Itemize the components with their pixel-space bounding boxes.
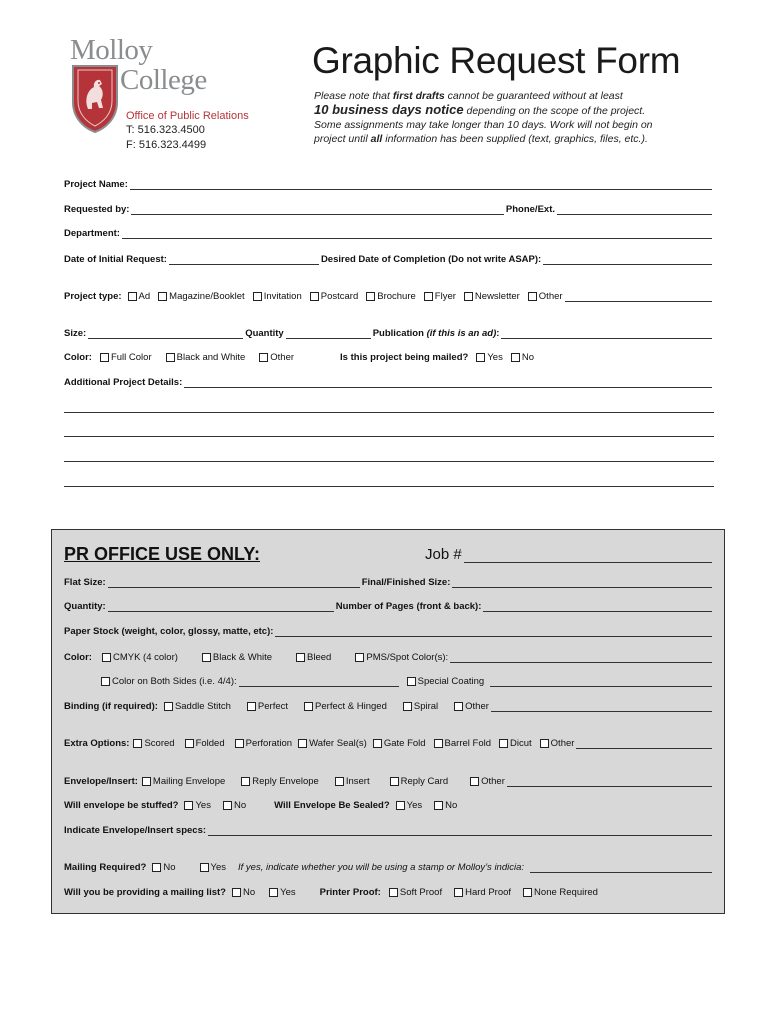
- option-label: Black and White: [176, 352, 246, 363]
- option-label: Ad: [138, 291, 151, 302]
- paper-stock-field[interactable]: [275, 626, 712, 637]
- checkbox-icon[interactable]: [101, 677, 110, 686]
- checkbox-icon[interactable]: [403, 702, 412, 711]
- extra-options-row: [64, 735, 714, 749]
- stuffed-yes-option[interactable]: [184, 800, 211, 811]
- form-title: Graphic Request Form: [312, 40, 681, 81]
- color-full-option[interactable]: [100, 352, 152, 363]
- checkbox-icon[interactable]: [235, 739, 244, 748]
- option-label: Full Color: [110, 352, 152, 363]
- project-type-newsletter-option[interactable]: [464, 291, 520, 302]
- checkbox-icon[interactable]: [355, 653, 364, 662]
- checkbox-icon[interactable]: [373, 739, 382, 748]
- checkbox-icon[interactable]: [142, 777, 151, 786]
- option-label: Yes: [487, 352, 503, 363]
- option-label: Special Coating: [417, 676, 485, 687]
- option-label: Reply Card: [400, 776, 449, 787]
- project-type-flyer-option[interactable]: [424, 291, 456, 302]
- checkbox-icon[interactable]: [523, 888, 532, 897]
- reply-card-option[interactable]: [390, 776, 449, 787]
- both-sides-option[interactable]: [101, 676, 237, 687]
- office-name: Office of Public Relations: [126, 110, 249, 122]
- quantity-field[interactable]: [286, 328, 371, 339]
- option-label: No: [242, 887, 256, 898]
- checkbox-icon[interactable]: [200, 863, 209, 872]
- size-label: Size:: [64, 328, 87, 339]
- checkbox-icon[interactable]: [164, 702, 173, 711]
- checkbox-icon[interactable]: [296, 653, 305, 662]
- mailing-required-yes-option[interactable]: [200, 862, 227, 873]
- checkbox-icon[interactable]: [133, 739, 142, 748]
- extra-other-field[interactable]: [576, 738, 712, 749]
- option-label: Folded: [195, 738, 225, 749]
- project-name-row: [64, 176, 714, 190]
- checkbox-icon[interactable]: [335, 777, 344, 786]
- option-label: Other: [465, 701, 489, 712]
- checkbox-icon[interactable]: [241, 777, 250, 786]
- sealed-question: Will Envelope Be Sealed?: [274, 800, 390, 811]
- binding-label: Binding (if required):: [64, 701, 158, 712]
- checkbox-icon[interactable]: [223, 801, 232, 810]
- scored-option[interactable]: [133, 738, 174, 749]
- option-label: Reply Envelope: [252, 776, 319, 787]
- draft-notice: [314, 89, 724, 146]
- sealed-no-option[interactable]: [434, 800, 457, 811]
- flat-size-field[interactable]: [108, 577, 360, 588]
- pages-label: Number of Pages (front & back):: [335, 601, 482, 612]
- checkbox-icon[interactable]: [269, 888, 278, 897]
- checkbox-icon[interactable]: [158, 292, 167, 301]
- project-name-label: Project Name:: [64, 179, 128, 190]
- extra-options-label: Extra Options:: [64, 738, 130, 749]
- project-type-other-option[interactable]: [528, 291, 563, 302]
- envelope-label: Envelope/Insert:: [64, 776, 138, 787]
- pr-color-label: Color:: [64, 652, 92, 663]
- mailing-list-yes-option[interactable]: [269, 887, 296, 898]
- checkbox-icon[interactable]: [253, 292, 262, 301]
- option-label: Other: [270, 352, 295, 363]
- size-row: [64, 325, 714, 339]
- mailing-list-label: Will you be providing a mailing list?: [64, 887, 226, 898]
- option-label: Scored: [144, 738, 175, 749]
- department-field[interactable]: [122, 228, 712, 239]
- option-label: Magazine/Booklet: [169, 291, 245, 302]
- checkbox-icon[interactable]: [152, 863, 161, 872]
- mailed-yes-option[interactable]: [476, 352, 503, 363]
- option-label: Spiral: [413, 701, 439, 712]
- additional-details-line[interactable]: [64, 412, 714, 413]
- checkbox-icon[interactable]: [166, 353, 175, 362]
- checkbox-icon[interactable]: [310, 292, 319, 301]
- checkbox-icon[interactable]: [434, 801, 443, 810]
- project-type-ad-option[interactable]: [128, 291, 151, 302]
- finished-size-field[interactable]: [452, 577, 712, 588]
- initial-request-date-field[interactable]: [169, 254, 319, 265]
- checkbox-icon[interactable]: [259, 353, 268, 362]
- notice-text-5: project until: [314, 133, 371, 145]
- extra-other-option[interactable]: [540, 738, 575, 749]
- perfect-option[interactable]: [247, 701, 288, 712]
- checkbox-icon[interactable]: [454, 888, 463, 897]
- finished-size-label: Final/Finished Size:: [361, 577, 451, 588]
- desired-completion-date-field[interactable]: [543, 254, 712, 265]
- job-number-field[interactable]: [464, 548, 712, 563]
- sealed-yes-option[interactable]: [396, 800, 423, 811]
- project-type-brochure-option[interactable]: [366, 291, 416, 302]
- checkbox-icon[interactable]: [396, 801, 405, 810]
- option-label: CMYK (4 color): [112, 652, 178, 663]
- requested-by-row: [64, 201, 714, 215]
- additional-details-line[interactable]: [64, 486, 714, 487]
- checkbox-icon[interactable]: [298, 739, 307, 748]
- checkbox-icon[interactable]: [128, 292, 137, 301]
- option-label: Yes: [280, 887, 296, 898]
- option-label: Postcard: [320, 291, 359, 302]
- requested-by-field[interactable]: [131, 204, 503, 215]
- envelope-specs-field[interactable]: [208, 825, 712, 836]
- pr-office-title: PR OFFICE USE ONLY:: [64, 544, 261, 564]
- bleed-option[interactable]: [296, 652, 331, 663]
- option-label: PMS/Spot Color(s):: [366, 652, 449, 663]
- publication-label: [373, 328, 500, 339]
- department-label: Department:: [64, 228, 120, 239]
- perfect-hinged-option[interactable]: [304, 701, 387, 712]
- publication-field[interactable]: [501, 328, 712, 339]
- checkbox-icon[interactable]: [540, 739, 549, 748]
- option-label: Black & White: [212, 652, 273, 663]
- office-fax: F: 516.323.4499: [126, 139, 207, 151]
- mailing-required-row: [64, 859, 714, 873]
- phone-ext-label: Phone/Ext.: [505, 204, 555, 215]
- option-label: No: [163, 862, 176, 873]
- checkbox-icon[interactable]: [511, 353, 520, 362]
- publication-label-colon: :: [496, 328, 500, 339]
- color-bw-option[interactable]: [166, 352, 246, 363]
- soft-proof-option[interactable]: [389, 887, 442, 898]
- college-shield-logo-icon: [70, 62, 120, 134]
- checkbox-icon[interactable]: [100, 353, 109, 362]
- color-other-option[interactable]: [259, 352, 294, 363]
- dates-row: [64, 251, 714, 265]
- department-row: [64, 225, 714, 239]
- phone-ext-field[interactable]: [557, 204, 712, 215]
- notice-text-6: information has been supplied (text, graphics, files, etc.).: [382, 133, 648, 145]
- gate-fold-option[interactable]: [373, 738, 426, 749]
- option-label: Wafer Seal(s): [309, 738, 367, 749]
- initial-request-date-label: Date of Initial Request:: [64, 254, 167, 265]
- option-label: Color on Both Sides (i.e. 4/4):: [112, 676, 237, 687]
- checkbox-icon[interactable]: [454, 702, 463, 711]
- stuffed-sealed-row: [64, 797, 714, 811]
- envelope-other-option[interactable]: [470, 776, 505, 787]
- paper-stock-label: Paper Stock (weight, color, glossy, matte, etc):: [64, 626, 274, 637]
- envelope-row: [64, 773, 714, 787]
- option-label: No: [233, 800, 247, 811]
- additional-details-row: [64, 374, 714, 388]
- project-type-magazine-option[interactable]: [158, 291, 245, 302]
- option-label: Dicut: [510, 738, 532, 749]
- notice-emphasis-all: all: [370, 133, 383, 145]
- option-label: Yes: [195, 800, 211, 811]
- envelope-specs-label: Indicate Envelope/Insert specs:: [64, 825, 207, 836]
- option-label: Mailing Envelope: [152, 776, 226, 787]
- cmyk-option[interactable]: [102, 652, 178, 663]
- checkbox-icon[interactable]: [202, 653, 211, 662]
- barrel-fold-option[interactable]: [434, 738, 491, 749]
- checkbox-icon[interactable]: [390, 777, 399, 786]
- special-coating-option[interactable]: [407, 676, 485, 687]
- spiral-option[interactable]: [403, 701, 438, 712]
- notice-text-1: Please note that: [314, 90, 393, 102]
- no-proof-option[interactable]: [523, 887, 598, 898]
- perforation-option[interactable]: [235, 738, 292, 749]
- project-type-row: [64, 288, 714, 302]
- project-type-other-field[interactable]: [565, 291, 712, 302]
- option-label: No: [445, 800, 458, 811]
- option-label: Perfect & Hinged: [315, 701, 387, 712]
- option-label: Barrel Fold: [444, 738, 492, 749]
- checkbox-icon[interactable]: [389, 888, 398, 897]
- additional-details-line[interactable]: [64, 461, 714, 462]
- job-number-label: Job #: [425, 546, 462, 563]
- job-number-row: [425, 546, 714, 563]
- project-type-invitation-option[interactable]: [253, 291, 302, 302]
- hard-proof-option[interactable]: [454, 887, 511, 898]
- notice-emphasis-first-drafts: first drafts: [392, 90, 445, 102]
- option-label: Other: [538, 291, 563, 302]
- logo-wordmark-college: College: [120, 64, 207, 96]
- checkbox-icon[interactable]: [434, 739, 443, 748]
- checkbox-icon[interactable]: [184, 801, 193, 810]
- pr-quantity-field[interactable]: [108, 601, 334, 612]
- publication-label-note: (if this is an ad): [426, 328, 497, 339]
- checkbox-icon[interactable]: [185, 739, 194, 748]
- mailing-envelope-option[interactable]: [142, 776, 225, 787]
- notice-emphasis-days: 10 business days notice: [314, 102, 464, 117]
- pms-spot-field[interactable]: [450, 652, 712, 663]
- folded-option[interactable]: [185, 738, 225, 749]
- stuffed-question: Will envelope be stuffed?: [64, 800, 179, 811]
- office-phone: T: 516.323.4500: [126, 124, 205, 136]
- option-label: Brochure: [377, 291, 416, 302]
- option-label: Soft Proof: [399, 887, 443, 898]
- flat-size-label: Flat Size:: [64, 577, 106, 588]
- checkbox-icon[interactable]: [407, 677, 416, 686]
- option-label: Other: [481, 776, 505, 787]
- mailed-question: Is this project being mailed?: [340, 352, 469, 363]
- pr-quantity-label: Quantity:: [64, 601, 106, 612]
- requested-by-label: Requested by:: [64, 204, 130, 215]
- checkbox-icon[interactable]: [470, 777, 479, 786]
- envelope-specs-row: [64, 822, 714, 836]
- project-name-field[interactable]: [130, 179, 712, 190]
- both-sides-row: [64, 673, 714, 687]
- checkbox-icon[interactable]: [464, 292, 473, 301]
- notice-text-3: depending on the scope of the project.: [463, 105, 646, 117]
- color-row: [64, 349, 714, 363]
- reply-envelope-option[interactable]: [241, 776, 319, 787]
- option-label: Gate Fold: [383, 738, 426, 749]
- size-field[interactable]: [88, 328, 243, 339]
- option-label: None Required: [534, 887, 598, 898]
- project-type-label: Project type:: [64, 291, 122, 302]
- checkbox-icon[interactable]: [424, 292, 433, 301]
- option-label: Newsletter: [474, 291, 520, 302]
- pms-spot-option[interactable]: [355, 652, 448, 663]
- indicia-field[interactable]: [530, 862, 712, 873]
- logo-wordmark-molloy: Molloy: [70, 34, 153, 66]
- binding-other-field[interactable]: [491, 701, 712, 712]
- additional-details-label: Additional Project Details:: [64, 377, 183, 388]
- insert-option[interactable]: [335, 776, 370, 787]
- pages-field[interactable]: [483, 601, 712, 612]
- indicia-note: If yes, indicate whether you will be using a stamp or Molloy’s indicia:: [238, 862, 525, 873]
- option-label: Other: [550, 738, 575, 749]
- mailing-list-row: [64, 884, 714, 898]
- mailed-no-option[interactable]: [511, 352, 534, 363]
- checkbox-icon[interactable]: [304, 702, 313, 711]
- option-label: Saddle Stitch: [174, 701, 231, 712]
- option-label: No: [521, 352, 534, 363]
- black-white-option[interactable]: [202, 652, 272, 663]
- option-label: Flyer: [434, 291, 456, 302]
- binding-other-option[interactable]: [454, 701, 489, 712]
- envelope-other-field[interactable]: [507, 776, 712, 787]
- checkbox-icon[interactable]: [247, 702, 256, 711]
- checkbox-icon[interactable]: [499, 739, 508, 748]
- pr-quantity-row: [64, 598, 714, 612]
- binding-row: [64, 698, 714, 712]
- additional-details-line[interactable]: [64, 436, 714, 437]
- checkbox-icon[interactable]: [366, 292, 375, 301]
- wafer-seal-option[interactable]: [298, 738, 367, 749]
- mailing-required-label: Mailing Required?: [64, 862, 147, 873]
- checkbox-icon[interactable]: [476, 353, 485, 362]
- option-label: Perfect: [257, 701, 289, 712]
- option-label: Perforation: [245, 738, 293, 749]
- project-type-postcard-option[interactable]: [310, 291, 359, 302]
- desired-completion-date-label: Desired Date of Completion (Do not write ASAP):: [320, 254, 542, 265]
- dicut-option[interactable]: [499, 738, 532, 749]
- stuffed-no-option[interactable]: [223, 800, 246, 811]
- checkbox-icon[interactable]: [102, 653, 111, 662]
- pr-color-row: [64, 649, 714, 663]
- option-label: Invitation: [263, 291, 302, 302]
- publication-label-text: Publication: [372, 328, 427, 339]
- special-coating-field[interactable]: [490, 676, 712, 687]
- paper-stock-row: [64, 623, 714, 637]
- notice-text-4: Some assignments may take longer than 10 days. Work will not begin on: [314, 119, 653, 131]
- mailing-list-no-option[interactable]: [232, 887, 255, 898]
- notice-text-2: cannot be guaranteed without at least: [444, 90, 623, 102]
- flat-size-row: [64, 574, 714, 588]
- option-label: Insert: [345, 776, 370, 787]
- option-label: Hard Proof: [465, 887, 512, 898]
- printer-proof-label: Printer Proof:: [319, 887, 381, 898]
- quantity-label: Quantity: [245, 328, 284, 339]
- option-label: Yes: [210, 862, 226, 873]
- saddle-stitch-option[interactable]: [164, 701, 231, 712]
- both-sides-field[interactable]: [239, 676, 399, 687]
- additional-details-field[interactable]: [184, 377, 712, 388]
- checkbox-icon[interactable]: [528, 292, 537, 301]
- mailing-required-no-option[interactable]: [152, 862, 175, 873]
- color-label: Color:: [64, 352, 92, 363]
- checkbox-icon[interactable]: [232, 888, 241, 897]
- option-label: Bleed: [307, 652, 332, 663]
- option-label: Yes: [406, 800, 423, 811]
